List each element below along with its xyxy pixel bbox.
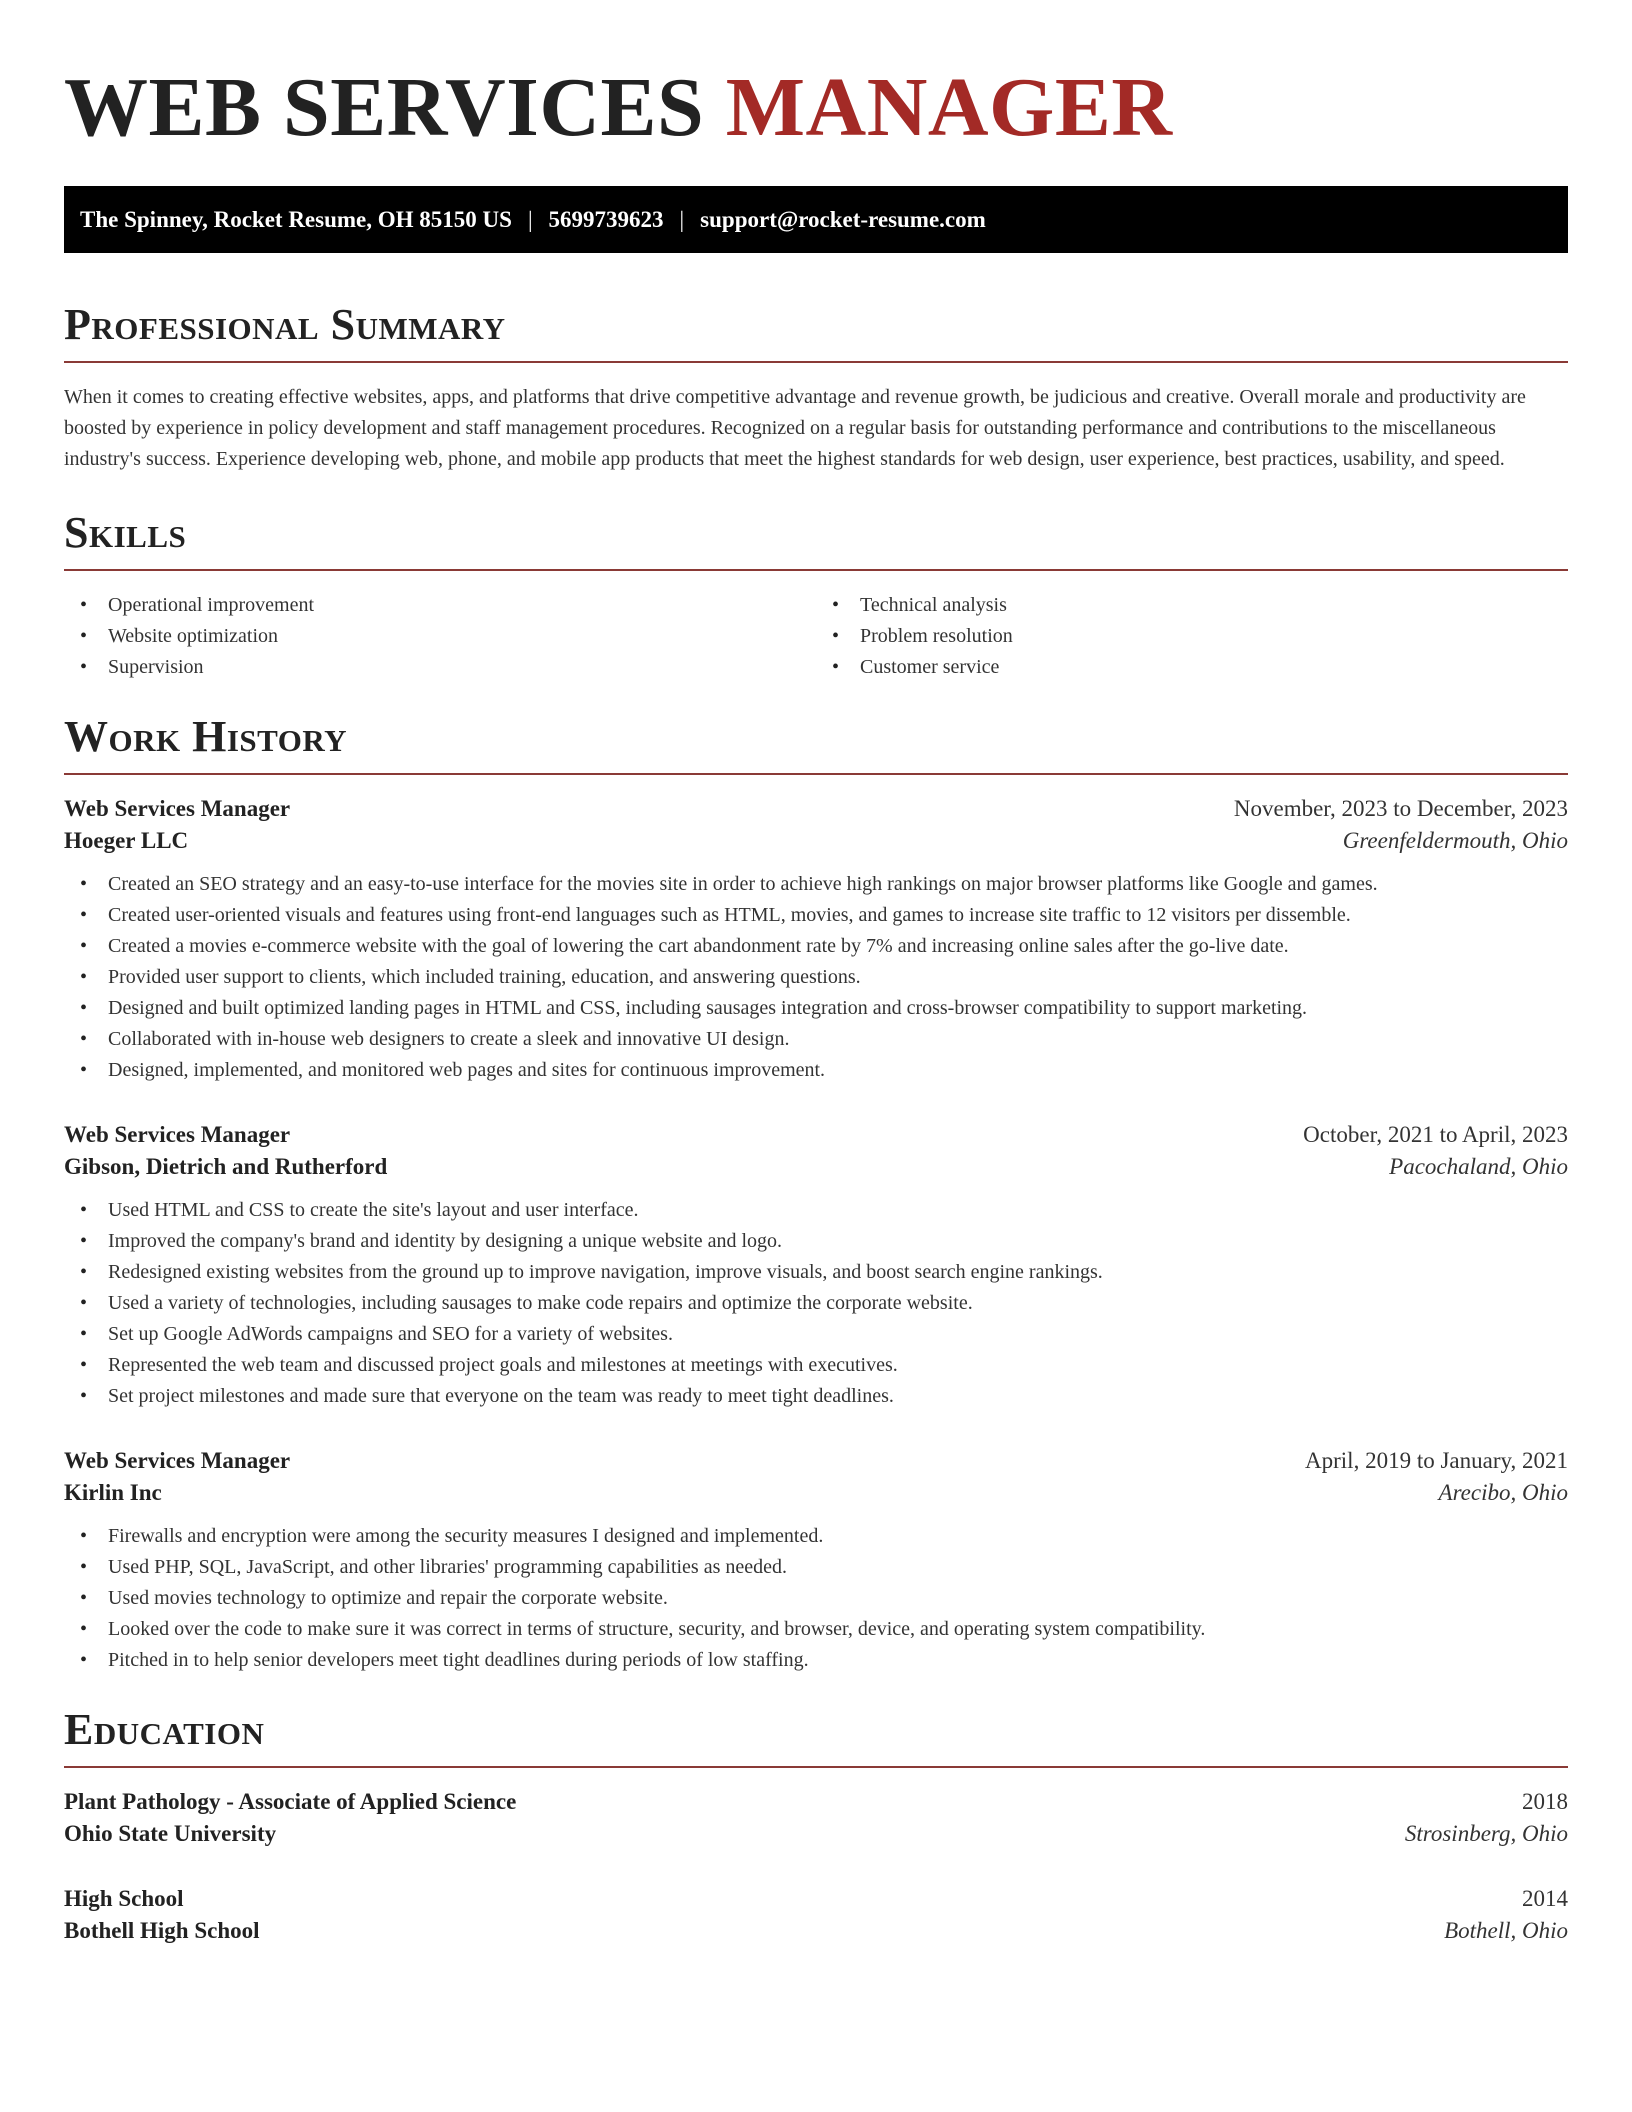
job-bullet: • Designed, implemented, and monitored web pages and sites for continuous improvement. (64, 1055, 1568, 1086)
job-dates: April, 2019 to January, 2021 (1305, 1448, 1568, 1473)
job-bullet: • Used HTML and CSS to create the site's layout and user interface. (64, 1195, 1568, 1226)
skill-item: • Website optimization (64, 621, 816, 652)
summary-heading: Professional Summary (64, 303, 1568, 363)
education-location: Bothell, Ohio (1444, 1918, 1568, 1943)
job-bullets (64, 1521, 1568, 1676)
job-title-row (64, 1122, 1568, 1148)
education-location: Strosinberg, Ohio (1404, 1821, 1568, 1846)
contact-bar (64, 186, 1568, 253)
job-title-row (64, 796, 1568, 822)
skill-item: • Supervision (64, 652, 816, 683)
education-school-row (64, 1821, 1568, 1847)
job-location: Pacochaland, Ohio (1389, 1154, 1568, 1179)
education-year: 2014 (1522, 1886, 1568, 1911)
education-degree: High School (64, 1886, 184, 1911)
job-bullets (64, 869, 1568, 1086)
skills-heading: Skills (64, 511, 1568, 571)
job-company-row (64, 828, 1568, 854)
job-bullet: • Pitched in to help senior developers meet tight deadlines during periods of low staffing. (64, 1645, 1568, 1676)
job-bullet: • Used PHP, SQL, JavaScript, and other libraries' programming capabilities as needed. (64, 1552, 1568, 1583)
contact-separator: | (679, 206, 685, 232)
education-degree: Plant Pathology - Associate of Applied Science (64, 1789, 517, 1814)
job-location: Greenfeldermouth, Ohio (1342, 828, 1568, 853)
resume-title (64, 61, 1568, 154)
job-bullet: • Set project milestones and made sure that everyone on the team was ready to meet tight deadlines. (64, 1381, 1568, 1412)
contact-phone: 5699739623 (548, 206, 664, 232)
job-bullet: • Created a movies e-commerce website with the goal of lowering the cart abandonment rate by 7% and increasing online sales after the go-live date. (64, 931, 1568, 962)
skill-item: • Operational improvement (64, 590, 816, 621)
job-bullet: • Firewalls and encryption were among the security measures I designed and implemented. (64, 1521, 1568, 1552)
job-company: Hoeger LLC (64, 828, 189, 853)
job-bullet: • Used movies technology to optimize and repair the corporate website. (64, 1583, 1568, 1614)
job-bullet: • Set up Google AdWords campaigns and SEO for a variety of websites. (64, 1319, 1568, 1350)
job-bullet: • Used a variety of technologies, including sausages to make code repairs and optimize the corporate website. (64, 1288, 1568, 1319)
education-degree-row (64, 1886, 1568, 1912)
job-entry (64, 1448, 1568, 1676)
contact-address: The Spinney, Rocket Resume, OH 85150 US (80, 206, 512, 232)
education-year: 2018 (1522, 1789, 1568, 1814)
education-degree-row (64, 1789, 1568, 1815)
skills-column-left (64, 590, 816, 683)
job-entry (64, 796, 1568, 1086)
title-accent-word: MANAGER (725, 61, 1173, 154)
job-bullet: • Created user-oriented visuals and features using front-end languages such as HTML, movies, and games to increase site traffic to 12 visitors per dissemble. (64, 900, 1568, 931)
job-company-row (64, 1480, 1568, 1506)
skills-column-right (816, 590, 1568, 683)
job-bullet: • Provided user support to clients, which included training, education, and answering questions. (64, 962, 1568, 993)
education-entry (64, 1886, 1568, 1944)
job-bullet: • Created an SEO strategy and an easy-to-use interface for the movies site in order to achieve high rankings on major browser platforms like Google and games. (64, 869, 1568, 900)
job-bullet: • Collaborated with in-house web designers to create a sleek and innovative UI design. (64, 1024, 1568, 1055)
job-company: Gibson, Dietrich and Rutherford (64, 1154, 388, 1179)
job-dates: October, 2021 to April, 2023 (1303, 1122, 1568, 1147)
job-company: Kirlin Inc (64, 1480, 162, 1505)
education-school: Ohio State University (64, 1821, 277, 1846)
work-history-heading: Work History (64, 715, 1568, 775)
job-entry (64, 1122, 1568, 1412)
education-school: Bothell High School (64, 1918, 260, 1943)
job-bullet: • Designed and built optimized landing pages in HTML and CSS, including sausages integration and cross-browser compatibility to support marketing. (64, 993, 1568, 1024)
education-school-row (64, 1918, 1568, 1944)
job-bullet: • Looked over the code to make sure it was correct in terms of structure, security, and browser, device, and operating system compatibility. (64, 1614, 1568, 1645)
education-heading: Education (64, 1708, 1568, 1768)
skill-item: • Technical analysis (816, 590, 1568, 621)
education-entry (64, 1789, 1568, 1847)
summary-text: When it comes to creating effective websites, apps, and platforms that drive competitive advantage and revenue growth, be judicious and creative. Overall morale and productivity are boosted by experience in policy development and staff management procedures. Recognized on a regular basis for outstanding performance and contributions to the miscellaneous industry's success. Experience developing web, phone, and mobile app products that meet the highest standards for web design, user experience, best practices, usability, and speed. (64, 386, 1526, 470)
skills-list (64, 590, 1568, 683)
job-title-row (64, 1448, 1568, 1474)
contact-separator: | (527, 206, 533, 232)
job-location: Arecibo, Ohio (1438, 1480, 1568, 1505)
title-first-word: WEB SERVICES (64, 61, 705, 154)
job-bullet: • Redesigned existing websites from the ground up to improve navigation, improve visuals, and boost search engine rankings. (64, 1257, 1568, 1288)
skill-item: • Customer service (816, 652, 1568, 683)
job-bullet: • Represented the web team and discussed project goals and milestones at meetings with executives. (64, 1350, 1568, 1381)
skill-item: • Problem resolution (816, 621, 1568, 652)
job-company-row (64, 1154, 1568, 1180)
contact-email: support@rocket-resume.com (700, 206, 986, 232)
job-dates: November, 2023 to December, 2023 (1233, 796, 1568, 821)
job-title: Web Services Manager (64, 796, 291, 821)
job-bullet: • Improved the company's brand and identity by designing a unique website and logo. (64, 1226, 1568, 1257)
job-title: Web Services Manager (64, 1448, 291, 1473)
job-title: Web Services Manager (64, 1122, 291, 1147)
job-bullets (64, 1195, 1568, 1412)
